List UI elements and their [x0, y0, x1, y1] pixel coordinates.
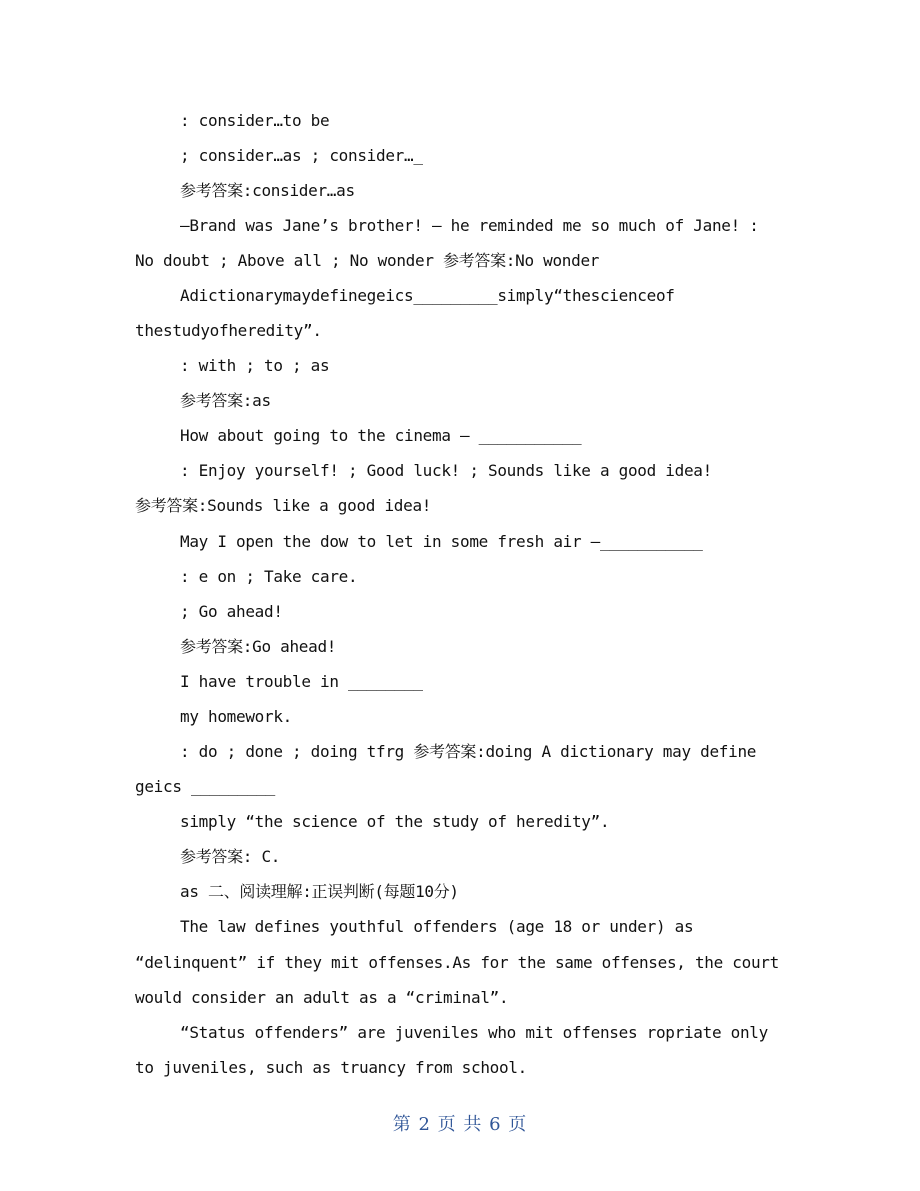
text-line: No doubt ; Above all ; No wonder 参考答案:No wonder [135, 251, 600, 270]
text-line: ; Go ahead! [180, 602, 283, 621]
text-line: thestudyofheredity”. [135, 321, 322, 340]
section-heading: as 二、阅读理解:正误判断(每题10分) [180, 882, 459, 901]
text-line: I have trouble in ________ [180, 672, 423, 691]
text-line: to juveniles, such as truancy from school. [135, 1058, 527, 1077]
text-line: : consider…to be [180, 111, 330, 130]
text-line: : Enjoy yourself! ; Good luck! ; Sounds like a good idea! [180, 461, 712, 480]
text-line: 参考答案:Go ahead! [180, 637, 337, 656]
text-line: Adictionarymaydefinegeics_________simply“thescienceof [180, 286, 675, 305]
text-line: geics _________ [135, 777, 275, 796]
text-line: 参考答案: C. [180, 847, 281, 866]
text-line: May I open the dow to let in some fresh air –___________ [180, 532, 703, 551]
text-line: ; consider…as ; consider…_ [180, 146, 423, 165]
page-footer: 第 2 页 共 6 页 [392, 1114, 528, 1135]
text-line: How about going to the cinema – ___________ [180, 426, 582, 445]
text-line: my homework. [180, 707, 292, 726]
text-line: 参考答案:as [180, 391, 271, 410]
text-line: : e on ; Take care. [180, 567, 358, 586]
text-line: : with ; to ; as [180, 356, 330, 375]
text-line: simply “the science of the study of heredity”. [180, 812, 610, 831]
text-line: would consider an adult as a “criminal”. [135, 988, 509, 1007]
text-line: 参考答案:Sounds like a good idea! [135, 496, 432, 515]
text-line: “Status offenders” are juveniles who mit offenses ropriate only [180, 1023, 768, 1042]
text-line: 参考答案:consider…as [180, 181, 355, 200]
text-line: –Brand was Jane’s brother! – he reminded me so much of Jane! : [180, 216, 759, 235]
text-line: The law defines youthful offenders (age 18 or under) as [180, 917, 694, 936]
text-line: : do ; done ; doing tfrg 参考答案:doing A dictionary may define [180, 742, 757, 761]
text-line: “delinquent” if they mit offenses.As for the same offenses, the court [135, 953, 779, 972]
